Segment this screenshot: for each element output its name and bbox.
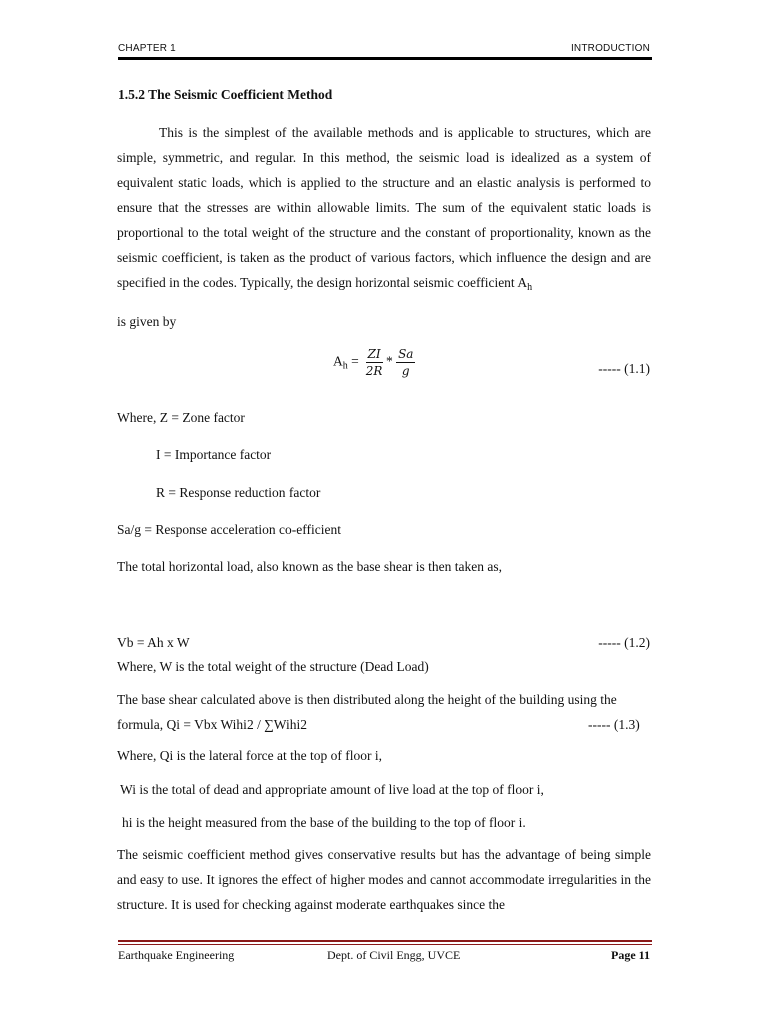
intro-paragraph bbox=[117, 120, 651, 300]
distribution-formula: formula, Qi = Vbx Wihi2 / ∑Wihi2 bbox=[117, 717, 308, 732]
equation-1-1 bbox=[333, 347, 415, 378]
where-i: I = Importance factor bbox=[156, 447, 272, 462]
conclusion-paragraph: The seismic coefficient method gives conservative results but has the advantage of being simple and easy to use. It ignores the effect of higher modes and cannot accommodate irregularities in the structure. It is used for checking against moderate earthquakes since the bbox=[117, 847, 651, 912]
intro-text: This is the simplest of the available methods and is applicable to structures, which are simple, symmetric, and regular. In this method, the seismic load is idealized as a system of equivalent static loads, which is applied to the structure and an elastic analysis is performed to ensure that the stresses are within allowable limits. The sum of the equivalent static loads is proportional to the total weight of the structure and the constant of proportionality, known as the seismic coefficient, is taken as the product of various factors, which influence the design and are specified in the codes. Typically, the design horizontal seismic coefficient A bbox=[117, 125, 651, 290]
eq1-num1: ZI bbox=[367, 347, 381, 361]
base-shear-equation: Vb = Ah x W bbox=[117, 635, 190, 650]
eq1-den2: g bbox=[401, 364, 410, 378]
where-z: Where, Z = Zone factor bbox=[117, 410, 245, 425]
footer-rule bbox=[118, 940, 652, 942]
distribution-line1: The base shear calculated above is then distributed along the height of the building using the bbox=[117, 692, 617, 707]
header-title: INTRODUCTION bbox=[570, 43, 650, 54]
header-chapter: CHAPTER 1 bbox=[118, 43, 176, 54]
header-rule bbox=[118, 57, 652, 60]
where-wi: Wi is the total of dead and appropriate amount of live load at the top of floor i, bbox=[120, 782, 544, 797]
eq1-label: ----- (1.1) bbox=[598, 361, 650, 376]
eq2-label: ----- (1.2) bbox=[598, 635, 650, 650]
intro-tail: is given by bbox=[117, 314, 177, 329]
footer-course: Earthquake Engineering bbox=[118, 948, 235, 962]
footer-rule-thin bbox=[118, 944, 652, 945]
where-hi: hi is the height measured from the base of the building to the top of floor i. bbox=[122, 815, 526, 830]
footer-page-number: Page 11 bbox=[611, 948, 650, 962]
eq1-fraction-zi-2r bbox=[366, 347, 383, 378]
base-shear-intro: The total horizontal load, also known as the base shear is then taken as, bbox=[117, 559, 503, 574]
eq1-lhs: A bbox=[333, 353, 343, 369]
where-qi: Where, Qi is the lateral force at the top of floor i, bbox=[117, 748, 383, 763]
where-r: R = Response reduction factor bbox=[156, 485, 321, 500]
eq1-op: * bbox=[382, 353, 397, 369]
intro-subscript: h bbox=[527, 282, 533, 293]
footer-department: Dept. of Civil Engg, UVCE bbox=[327, 948, 461, 962]
eq1-num2: Sa bbox=[398, 347, 414, 361]
eq1-fraction-sa-g bbox=[396, 347, 415, 378]
eq3-label: ----- (1.3) bbox=[588, 717, 640, 732]
where-sag: Sa/g = Response acceleration co-efficient bbox=[117, 522, 342, 537]
eq1-equals: = bbox=[347, 353, 363, 369]
eq1-den1: 2R bbox=[365, 364, 383, 378]
section-title: 1.5.2 The Seismic Coefficient Method bbox=[118, 87, 333, 102]
eq1-lhs-sub: h bbox=[342, 360, 348, 372]
base-shear-where: Where, W is the total weight of the structure (Dead Load) bbox=[117, 659, 429, 674]
